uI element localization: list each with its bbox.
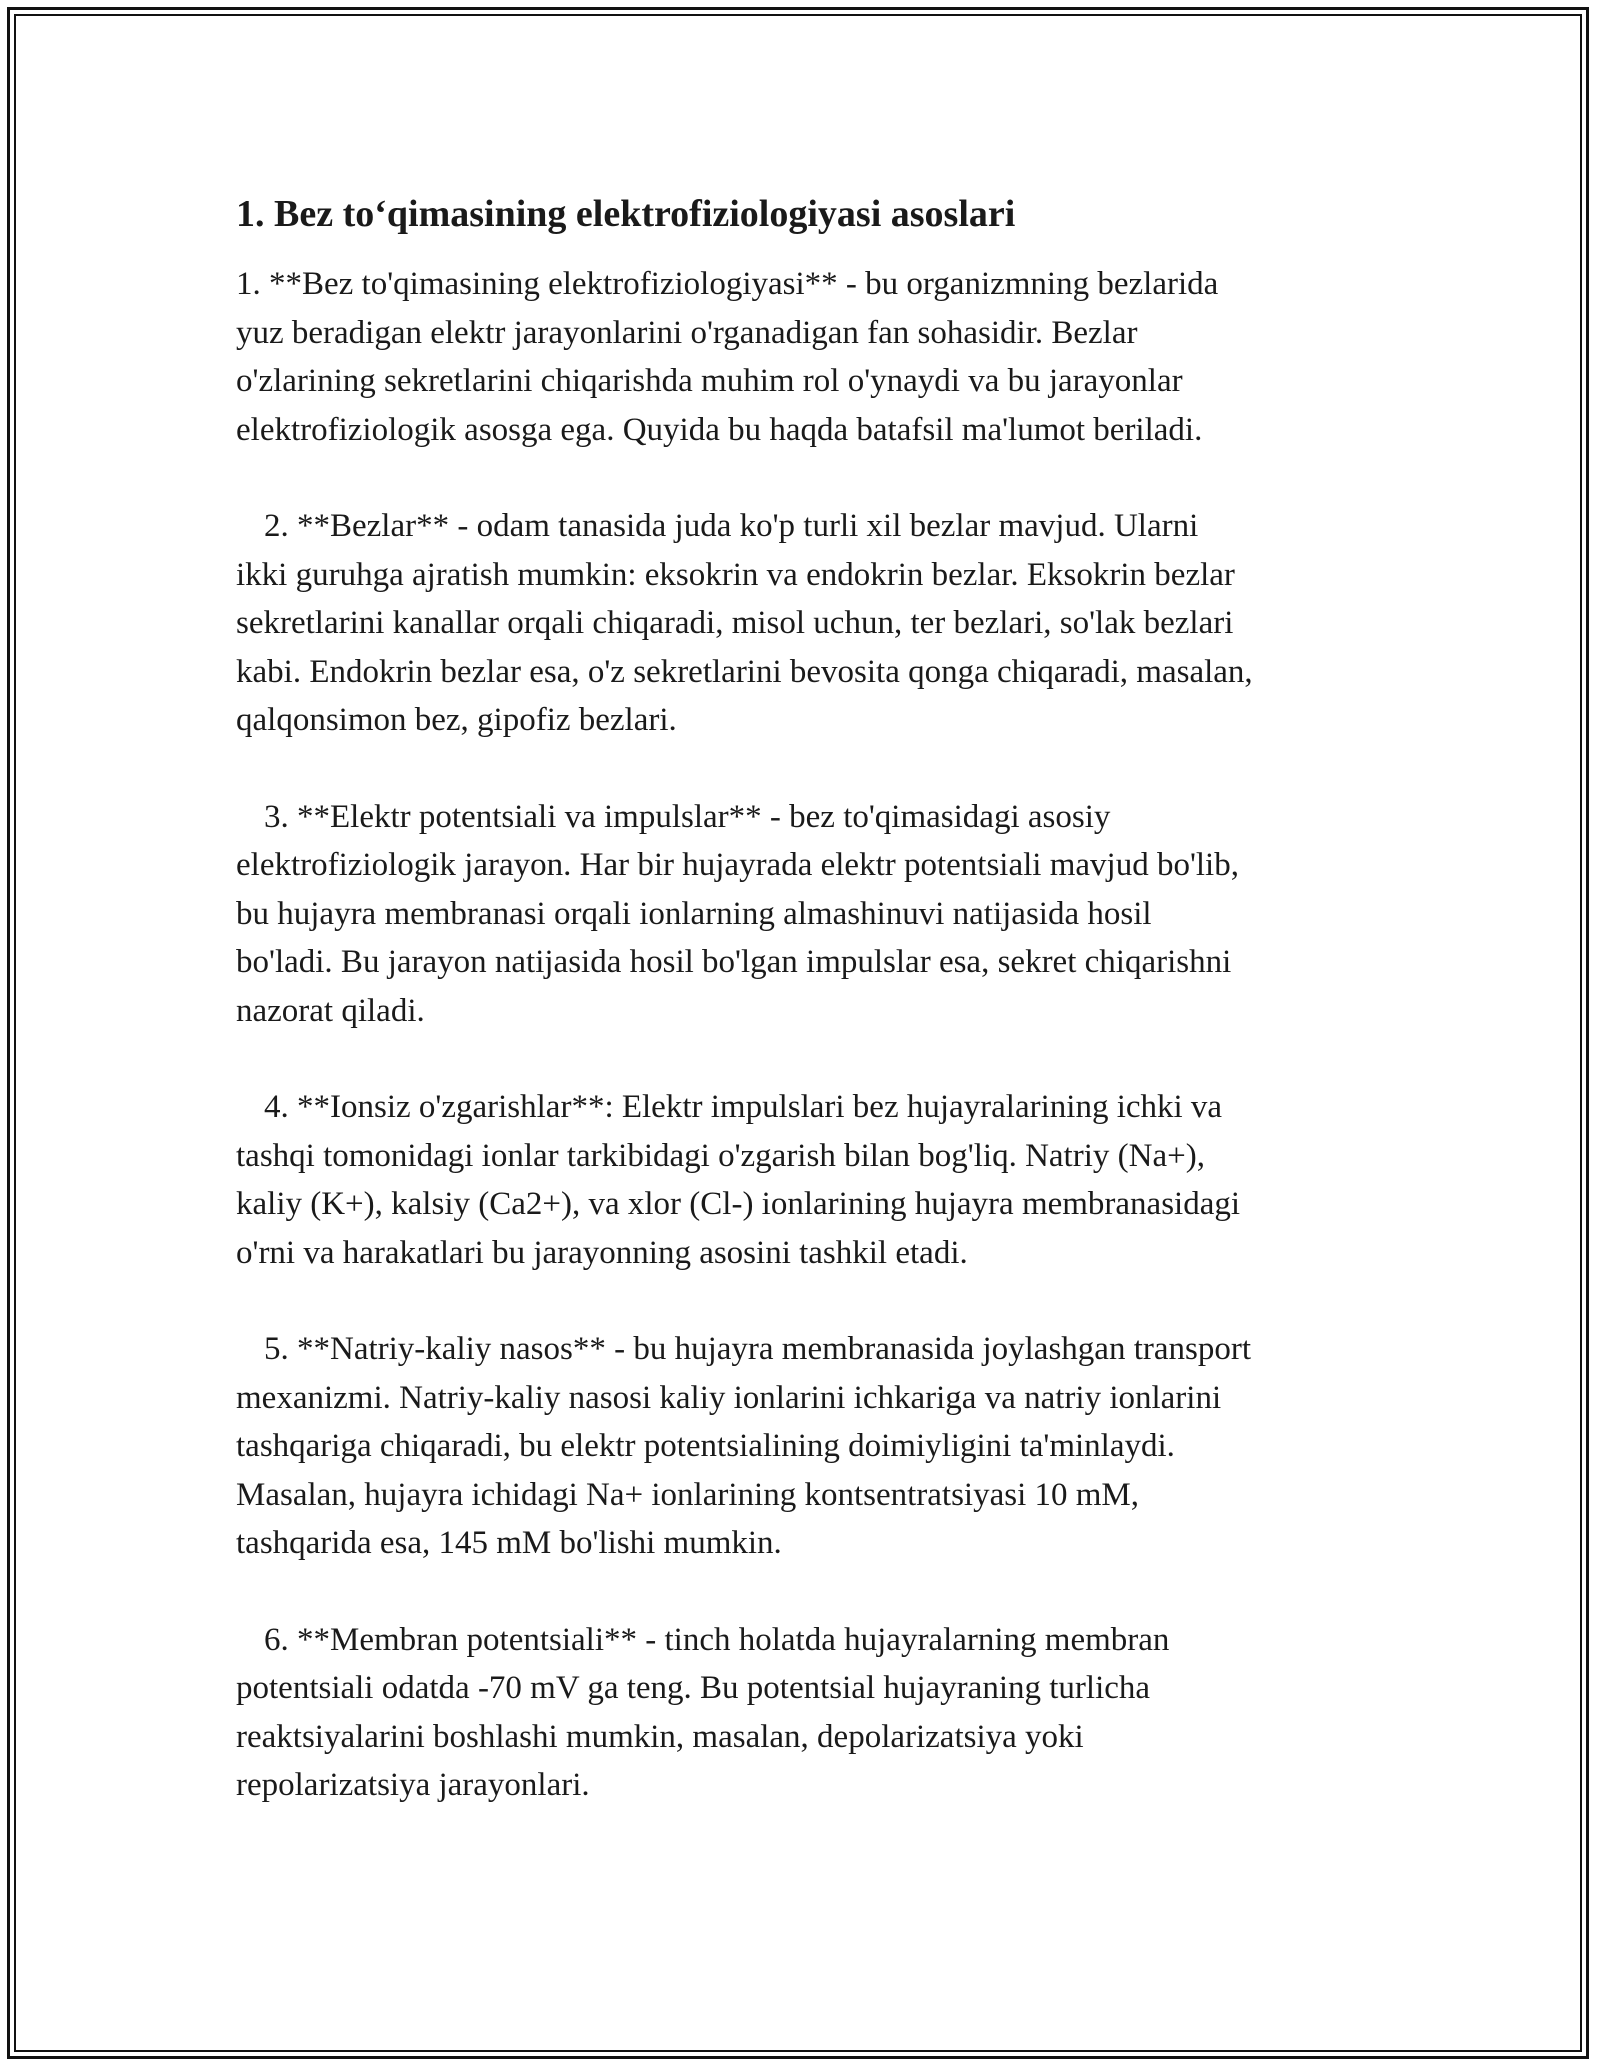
paragraph-3: 3. **Elektr potentsiali va impulslar** - bez to'qimasidagi asosiy elektrofiziologik jarayon. Har bir hujayrada elektr potentsiali mavjud bo'lib, bu hujayra membranasi orqali ionlarning almashinuvi natijasida hosil bo'ladi. Bu jarayon natijasida hosil bo'lgan impulslar esa, sekret chiqarishni nazorat qiladi. (236, 798, 1239, 1029)
paragraph-1: 1. **Bez to'qimasining elektrofiziologiyasi** - bu organizmning bezlarida yuz beradigan elektr jarayonlarini o'rganadigan fan sohasidir. Bezlar o'zlarining sekretlarini chiqarishda muhim rol o'ynaydi va bu jarayonlar elektrofiziologik asosga ega. Quyida bu haqda batafsil ma'lumot beriladi. (236, 266, 1219, 448)
document-body (236, 190, 1376, 1858)
paragraph-4: 4. **Ionsiz o'zgarishlar**: Elektr impulslari bez hujayralarining ichki va tashqi tomonidagi ionlar tarkibidagi o'zgarish bilan bog'liq. Natriy (Na+), kaliy (K+), kalsiy (Ca2+), va xlor (Cl-) ionlarining hujayra membranasidagi o'rni va harakatlari bu jarayonning asosini tashkil etadi. (236, 1089, 1241, 1271)
paragraph-2: 2. **Bezlar** - odam tanasida juda ko'p turli xil bezlar mavjud. Ularni ikki guruhga ajratish mumkin: eksokrin va endokrin bezlar. Eksokrin bezlar sekretlarini kanallar orqali chiqaradi, misol uchun, ter bezlari, so'lak bezlari kabi. Endokrin bezlar esa, o'z sekretlarini bevosita qonga chiqaradi, masalan, qalqonsimon bez, gipofiz bezlari. (236, 508, 1253, 738)
paragraph-5: 5. **Natriy-kaliy nasos** - bu hujayra membranasida joylashgan transport mexanizmi. Natriy-kaliy nasosi kaliy ionlarini ichkariga va natriy ionlarini tashqariga chiqaradi, bu elektr potentsialining doimiyligini ta'minlaydi. Masalan, hujayra ichidagi Na+ ionlarining kontsentratsiyasi 10 mM, tashqarida esa, 145 mM bo'lishi mumkin. (236, 1331, 1252, 1561)
document-title: 1. Bez to‘qimasining elektrofiziologiyasi asoslari (236, 193, 1016, 235)
paragraph-6: 6. **Membran potentsiali** - tinch holatda hujayralarning membran potentsiali odatda -70 mV ga teng. Bu potentsial hujayraning turlicha reaktsiyalarini boshlashi mumkin, masalan, depolarizatsiya yoki repolarizatsiya jarayonlari. (236, 1621, 1170, 1803)
